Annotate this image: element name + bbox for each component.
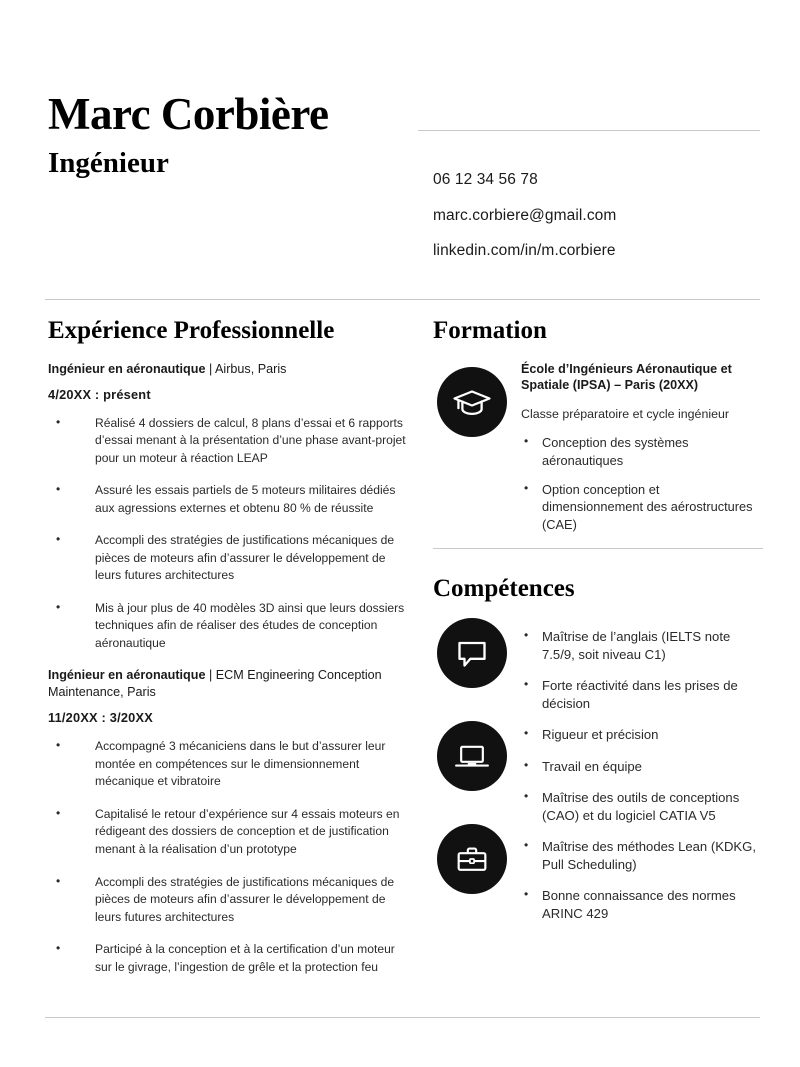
resume-header <box>0 0 800 259</box>
job-bullet-list <box>48 738 408 976</box>
contact-phone[interactable]: 06 12 34 56 78 <box>433 171 538 188</box>
experience-heading: Expérience Professionnelle <box>48 317 335 344</box>
job-bullet: • Réalisé 4 dossiers de calcul, 8 plans d’essai et 6 rapports d’essai menant à la présentation d’une phase avant-projet pour un moteur à réaction LEAP <box>48 415 408 468</box>
experience-column <box>48 317 408 991</box>
sidebar-column <box>433 317 763 936</box>
education-program: Classe préparatoire et cycle ingénieur <box>521 406 729 421</box>
experience-entry <box>48 667 408 976</box>
contact-block <box>433 172 763 259</box>
skills-list-wrap <box>521 618 763 923</box>
header-job-title: Ingénieur <box>48 147 169 179</box>
skill-item: • Maîtrise des outils de conceptions (CAO) et du logiciel CATIA V5 <box>521 789 763 825</box>
briefcase-icon <box>437 824 507 894</box>
experience-entry <box>48 361 408 653</box>
skill-item: • Forte réactivité dans les prises de décision <box>521 677 763 713</box>
job-bullet: • Participé à la conception et à la certification d’un moteur sur le givrage, l’ingestion de grêle et la protection feu <box>48 941 408 976</box>
job-role: Ingénieur en aéronautique <box>48 361 206 376</box>
skills-icon-column <box>437 618 507 927</box>
skill-item: • Rigueur et précision <box>521 726 763 744</box>
footer-divider <box>45 1017 760 1018</box>
education-entry <box>433 361 763 534</box>
skills-list <box>521 628 763 923</box>
job-company: ECM Engineering Conception Maintenance, Paris <box>48 668 382 700</box>
education-school: École d’Ingénieurs Aéronautique et Spatiale (IPSA) – Paris (20XX) <box>521 361 732 393</box>
education-bullet: • Option conception et dimensionnement des aérostructures (CAE) <box>521 481 763 534</box>
resume-body <box>0 299 800 1067</box>
graduation-cap-icon <box>437 367 507 437</box>
education-heading: Formation <box>433 317 547 344</box>
job-dates: 4/20XX : présent <box>48 386 151 402</box>
skill-item: • Travail en équipe <box>521 758 763 776</box>
job-bullet: • Accompli des stratégies de justifications mécaniques de pièces de moteurs afin d’assurer le développement de leurs futures architectures <box>48 874 408 927</box>
sidebar-divider <box>433 548 763 549</box>
job-bullet-list <box>48 415 408 653</box>
job-header <box>48 667 408 701</box>
job-company: Airbus, Paris <box>215 361 287 376</box>
speech-bubble-icon <box>437 618 507 688</box>
job-role: Ingénieur en aéronautique <box>48 668 206 683</box>
contact-linkedin[interactable]: linkedin.com/in/m.corbiere <box>433 242 616 259</box>
job-dates: 11/20XX : 3/20XX <box>48 710 153 726</box>
laptop-icon <box>437 721 507 791</box>
header-divider <box>418 130 760 131</box>
page-title: Marc Corbière <box>48 89 329 139</box>
education-bullet: • Conception des systèmes aéronautiques <box>521 434 763 469</box>
skill-item: • Bonne connaissance des normes ARINC 429 <box>521 887 763 923</box>
job-separator: | <box>205 668 216 683</box>
header-identity <box>48 89 418 179</box>
skills-block <box>433 618 763 923</box>
job-bullet: • Accompagné 3 mécaniciens dans le but d’assurer leur montée en compétences sur le dimensionnement mécanique et vibratoire <box>48 738 408 791</box>
education-bullet-list <box>521 434 763 533</box>
job-header <box>48 361 408 378</box>
skill-item: • Maîtrise des méthodes Lean (KDKG, Pull Scheduling) <box>521 838 763 874</box>
skills-heading: Compétences <box>433 574 575 602</box>
job-bullet: • Assuré les essais partiels de 5 moteurs militaires dédiés aux agressions externes et obtenu 80 % de réussite <box>48 482 408 517</box>
job-bullet: • Accompli des stratégies de justifications mécaniques de pièces de moteurs afin d’assurer le développement de leurs futures architectures <box>48 532 408 585</box>
skill-item: • Maîtrise de l’anglais (IELTS note 7.5/9, soit niveau C1) <box>521 628 763 664</box>
job-bullet: • Mis à jour plus de 40 modèles 3D ainsi que leurs dossiers techniques afin de réaliser des études de conception aéronautique <box>48 600 408 653</box>
job-separator: | <box>205 361 216 376</box>
job-bullet: • Capitalisé le retour d’expérience sur 4 essais moteurs en rédigeant des dossiers de conception et de justification menant à la réalisation d’un prototype <box>48 806 408 859</box>
contact-email[interactable]: marc.corbiere@gmail.com <box>433 206 617 224</box>
